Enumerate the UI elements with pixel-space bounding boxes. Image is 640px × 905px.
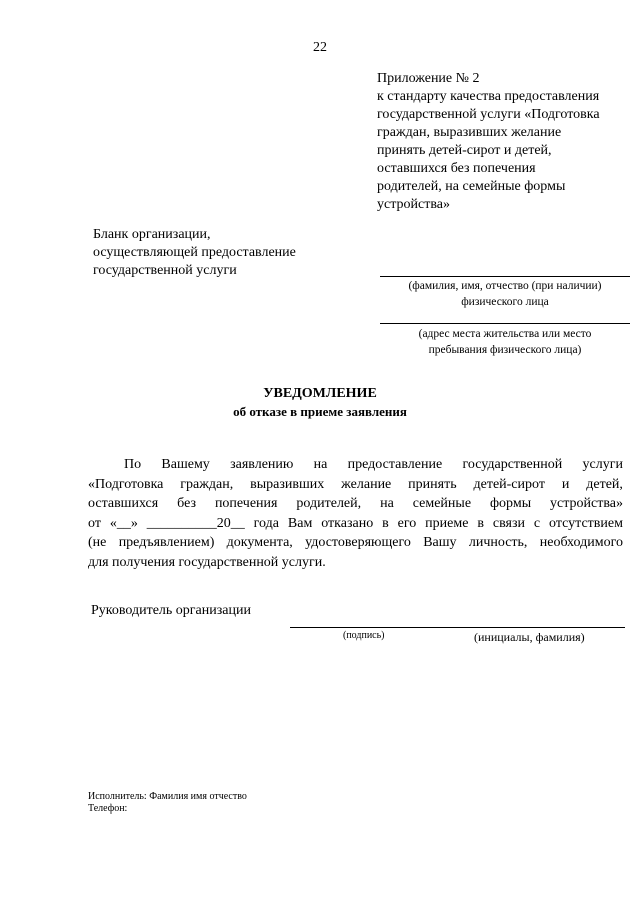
body-word: для получения государственной услуги. xyxy=(88,554,326,570)
body-word: граждан, xyxy=(180,476,234,492)
body-word: Вашему xyxy=(161,457,210,472)
org-blank-line: осуществляющей предоставление xyxy=(93,245,296,260)
body-word: устройства» xyxy=(550,496,623,511)
appendix-block xyxy=(377,70,627,214)
body-word: (не xyxy=(88,535,107,550)
body-word: __________20__ xyxy=(146,515,245,531)
appendix-line: граждан, выразивших желание xyxy=(377,125,562,140)
notice-title: УВЕДОМЛЕНИЕ xyxy=(263,386,377,401)
body-word: «__» xyxy=(109,515,138,531)
body-word: По xyxy=(124,457,142,472)
org-blank-line: государственной услуги xyxy=(93,263,237,278)
body-word: без xyxy=(177,496,196,511)
body-word: отсутствием xyxy=(549,515,623,531)
body-word: приеме xyxy=(425,515,469,531)
caption-line: пребывания физического лица) xyxy=(428,344,582,356)
organization-blank xyxy=(93,226,353,280)
body-word: в xyxy=(477,515,484,531)
body-word: попечения xyxy=(214,496,278,511)
appendix-line: к стандарту качества предоставления xyxy=(377,89,600,104)
caption-line: физического лица xyxy=(461,296,549,308)
body-word: года xyxy=(253,515,279,531)
appendix-line: государственной услуги «Подготовка xyxy=(377,107,600,122)
body-word: формы xyxy=(489,496,532,511)
body-word: услуги xyxy=(582,457,623,472)
notice-body xyxy=(88,455,623,572)
caption-line: (фамилия, имя, отчество (при наличии) xyxy=(408,280,602,292)
body-word: предъявлением) xyxy=(118,535,215,550)
appendix-line: родителей, на семейные формы xyxy=(377,179,566,194)
body-word: в xyxy=(382,515,389,531)
body-word: с xyxy=(533,515,541,531)
body-line xyxy=(88,475,623,495)
body-word: отказано xyxy=(321,515,374,531)
recipient-address-line[interactable] xyxy=(380,323,630,324)
body-line xyxy=(88,494,623,514)
signature-line[interactable] xyxy=(290,627,625,628)
body-word: Вашу xyxy=(423,535,457,550)
body-word: удостоверяющего xyxy=(305,535,411,550)
appendix-line: устройства» xyxy=(377,197,450,212)
executor-name: Исполнитель: Фамилия имя отчество xyxy=(88,791,247,802)
appendix-line: принять детей-сирот и детей, xyxy=(377,143,552,158)
recipient-name-line[interactable] xyxy=(380,276,630,277)
recipient-name-caption xyxy=(380,278,630,310)
body-word: семейные xyxy=(412,496,472,511)
body-word: заявлению xyxy=(230,457,294,472)
body-word: на xyxy=(380,496,394,511)
body-line xyxy=(88,514,623,534)
body-word: выразивших xyxy=(250,476,325,492)
org-blank-line: Бланк организации, xyxy=(93,227,211,242)
page-number: 22 xyxy=(313,40,327,55)
body-word: детей-сирот xyxy=(473,476,545,492)
head-of-organization-label: Руководитель организации xyxy=(91,603,251,618)
body-word: связи xyxy=(492,515,525,531)
caption-line: (адрес места жительства или место xyxy=(418,328,592,340)
body-word: личность, xyxy=(468,535,528,550)
body-word: от xyxy=(88,515,101,531)
body-word: «Подготовка xyxy=(88,476,164,492)
body-word: детей, xyxy=(586,476,623,492)
initials-caption: (инициалы, фамилия) xyxy=(474,630,585,644)
body-word: родителей, xyxy=(296,496,362,511)
body-word: Вам xyxy=(287,515,313,531)
executor-block xyxy=(88,791,247,815)
body-word: принять xyxy=(408,476,457,492)
executor-phone: Телефон: xyxy=(88,803,128,814)
body-word: оставшихся xyxy=(88,496,159,511)
body-word: его xyxy=(397,515,417,531)
body-word: на xyxy=(313,457,328,472)
notice-subtitle: об отказе в приеме заявления xyxy=(233,404,407,419)
body-line xyxy=(88,533,623,553)
appendix-line: Приложение № 2 xyxy=(377,71,480,86)
body-word: государственной xyxy=(462,457,563,472)
body-word: необходимого xyxy=(539,535,623,550)
signature-caption: (подпись) xyxy=(343,630,385,641)
body-line xyxy=(88,455,623,475)
recipient-address-caption xyxy=(380,326,630,358)
body-line xyxy=(88,553,623,573)
body-word: желание xyxy=(341,476,392,492)
body-word: и xyxy=(561,476,570,492)
appendix-line: оставшихся без попечения xyxy=(377,161,536,176)
body-word: документа, xyxy=(226,535,293,550)
body-word: предоставление xyxy=(347,457,443,472)
